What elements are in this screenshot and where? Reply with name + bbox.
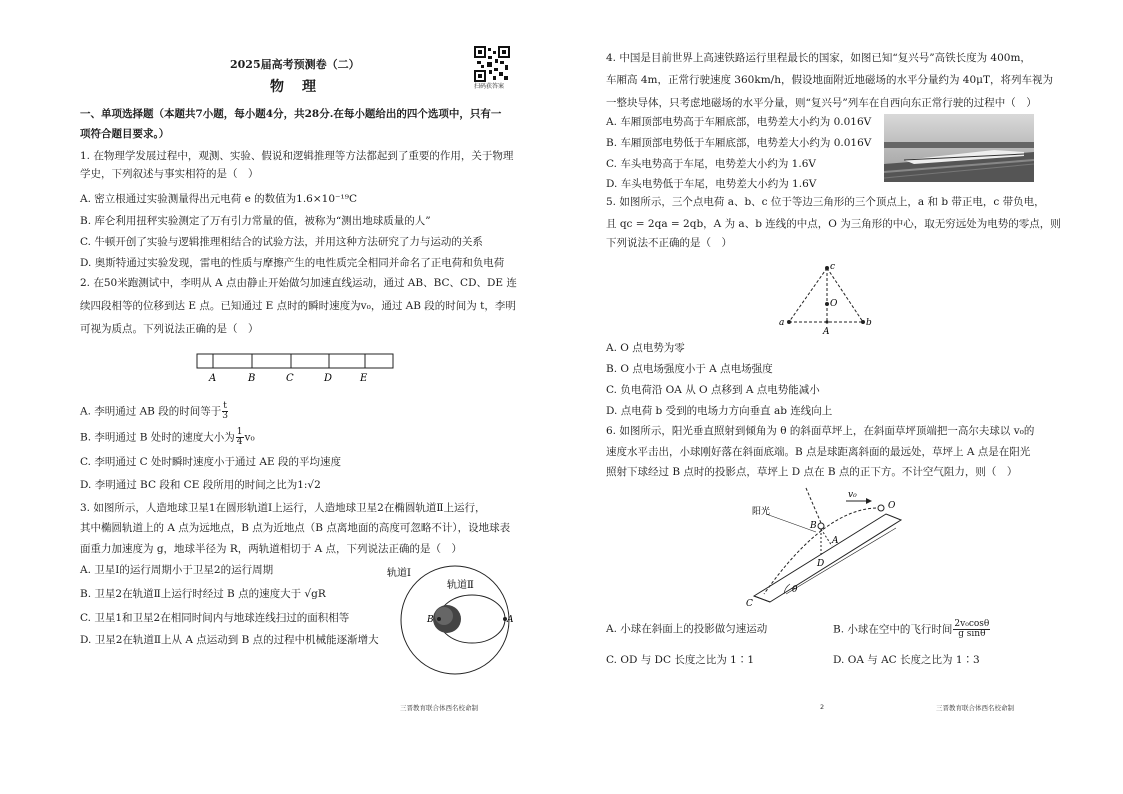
track-label-d: D [324, 373, 333, 384]
track-label-c: C [286, 373, 294, 384]
q4-option-c: C. 车头电势高于车尾，电势差大小约为 1.6V [606, 158, 816, 170]
footer-right: 三晋教育联合体西名校命制 [936, 704, 1014, 712]
q3-stem-1: 3. 如图所示，人造地球卫星1在圆形轨道Ⅰ上运行，人造地球卫星2在椭圆轨道Ⅱ上运行， [80, 502, 486, 514]
q3-option-a: A. 卫星Ⅰ的运行周期小于卫星2的运行周期 [80, 564, 274, 576]
right-page [561, 0, 1123, 794]
track-label-a: A [209, 373, 217, 384]
q1-option-b: B. 库仑利用扭秤实验测定了万有引力常量的值，被称为“测出地球质量的人” [80, 215, 431, 227]
q5-stem-2: 且 qc = 2qa = 2qb，A 为 a、b 连线的中点，O 为三角形的中心，取无穷远处为电势的零点，则 [606, 218, 1061, 230]
orbit-point-b: B [427, 615, 434, 625]
charge-label-a: a [779, 318, 785, 328]
track-label-b: B [248, 373, 256, 384]
q5-stem-3: 下列说法不正确的是（ ） [606, 237, 732, 249]
q6-stem-2: 速度水平击出，小球刚好落在斜面底端。B 点是球距离斜面的最远处，草坪上 A 点是在阳光 [606, 446, 1031, 458]
qr-caption: 扫码获答案 [474, 83, 505, 90]
triangle-charge-diagram [771, 260, 881, 340]
q5-stem-1: 5. 如图所示，三个点电荷 a、b、c 位于等边三角形的三个顶点上，a 和 b 带正电，c 带负电， [606, 196, 1045, 208]
q5-option-d: D. 点电荷 b 受到的电场力方向垂直 ab 连线向上 [606, 405, 833, 417]
q4-option-d: D. 车头电势低于车尾，电势差大小约为 1.6V [606, 178, 817, 190]
q1-stem-1: 1. 在物理学发展过程中，观测、实验、假说和逻辑推理等方法都起到了重要的作用，关于物理 [80, 150, 514, 162]
golf-label-d: D [817, 559, 825, 569]
q1-stem-2: 学史，下列叙述与事实相符的是（ ） [80, 168, 259, 180]
charge-label-o: O [830, 299, 838, 309]
q2-option-d: D. 李明通过 BC 段和 CE 段所用的时间之比为1:√2 [80, 479, 321, 491]
train-photo [884, 114, 1034, 182]
q4-stem-2: 车厢高 4m，正常行驶速度 360km/h，假设地面附近地磁场的水平分量约为 40μT，将列车视为 [606, 74, 1053, 86]
q1-option-a: A. 密立根通过实验测量得出元电荷 e 的数值为1.6×10⁻¹⁹C [80, 193, 357, 205]
qr-code-icon [474, 46, 510, 82]
track-label-e: E [360, 373, 368, 384]
q3-option-c: C. 卫星1和卫星2在相同时间内与地球连线扫过的面积相等 [80, 612, 350, 624]
q6-option-b: B. 小球在空中的飞行时间 $\frac{\text{2v₀cosθ}}{\text{g sinθ}}$ [833, 619, 990, 639]
q2-stem-1: 2. 在50米跑测试中，李明从 A 点由静止开始做匀加速直线运动，通过 AB、BC、CD、DE 连 [80, 277, 517, 289]
charge-label-c: c [830, 262, 836, 272]
golf-label-v0: v₀ [848, 490, 857, 500]
golf-label-theta: θ [792, 585, 798, 595]
page-number: 2 [820, 703, 825, 711]
golf-label-o: O [888, 501, 896, 511]
q4-stem-3: 一整块导体，只考虑地磁场的水平分量，则“复兴号”列车在自西向东正常行驶的过程中（ ） [606, 97, 1037, 109]
q6-option-c: C. OD 与 DC 长度之比为 1∶1 [606, 654, 755, 666]
q5-option-a: A. O 点电势为零 [606, 342, 685, 354]
q4-option-b: B. 车厢顶部电势低于车厢底部，电势差大小约为 0.016V [606, 137, 872, 149]
q2-stem-3: 可视为质点。下列说法正确的是（ ） [80, 323, 259, 335]
q6-option-d: D. OA 与 AC 长度之比为 1∶3 [833, 654, 980, 666]
charge-label-b: b [866, 318, 872, 328]
q1-option-d: D. 奥斯特通过实验发现，雷电的性质与摩擦产生的电性质完全相同并命名了正电荷和负电荷 [80, 257, 505, 269]
golf-slope-diagram [746, 484, 906, 609]
q3-stem-3: 面重力加速度为 g，地球半径为 R，两轨道相切于 A 点，下列说法正确的是（ ） [80, 543, 463, 555]
subject-title: 物 理 [270, 79, 318, 95]
q6-stem-3: 照射下球经过 B 点时的投影点，草坪上 D 点在 B 点的正下方。不计空气阻力，则（ ） [606, 466, 1018, 478]
footer-left: 三晋教育联合体西名校命制 [400, 704, 478, 712]
q4-option-a: A. 车厢顶部电势高于车厢底部，电势差大小约为 0.016V [606, 116, 872, 128]
q3-option-d: D. 卫星2在轨道Ⅱ上从 A 点运动到 B 点的过程中机械能逐渐增大 [80, 634, 379, 646]
q2-option-b: B. 李明通过 B 处时的速度大小为 $\frac{1}{4}$ v₀ [80, 427, 255, 447]
q2-stem-2: 续四段相等的位移到达 E 点。已知通过 E 点时的瞬时速度为v₀，通过 AB 段的时间为 t，李明 [80, 300, 516, 312]
golf-label-sunlight: 阳光 [752, 507, 771, 517]
golf-label-b: B [810, 521, 817, 531]
orbit2-label: 轨道Ⅱ [447, 580, 474, 591]
q6-stem-1: 6. 如图所示，阳光垂直照射到倾角为 θ 的斜面草坪上，在斜面草坪顶端把一高尔夫球以 v₀的 [606, 425, 1035, 437]
track-diagram [195, 348, 395, 388]
q2-option-c: C. 李明通过 C 处时瞬时速度小于通过 AE 段的平均速度 [80, 456, 341, 468]
q6-option-a: A. 小球在斜面上的投影做匀速运动 [606, 623, 768, 635]
golf-label-c: C [746, 599, 753, 609]
section-title-cont: 项符合题目要求。） [80, 128, 170, 140]
exam-title: 2025届高考预测卷（二） [230, 58, 360, 71]
section-title: 一、单项选择题（本题共7小题，每小题4分，共28分.在每小题给出的四个选项中，只有一 [80, 108, 502, 120]
orbit1-label: 轨道Ⅰ [387, 568, 411, 579]
q4-stem-1: 4. 中国是目前世界上高速铁路运行里程最长的国家，如图已知“复兴号”高铁长度为 400m， [606, 52, 1031, 64]
q3-option-b: B. 卫星2在轨道Ⅱ上运行时经过 B 点的速度大于 √gR [80, 588, 326, 600]
q2-option-a: A. 李明通过 AB 段的时间等于 $\frac{t}{3}$ [80, 401, 228, 421]
golf-label-a: A [832, 536, 839, 546]
charge-label-midpoint-a: A [823, 327, 830, 337]
q5-option-b: B. O 点电场强度小于 A 点电场强度 [606, 363, 773, 375]
orbit-diagram [385, 562, 525, 682]
q3-stem-2: 其中椭圆轨道上的 A 点为远地点，B 点为近地点（B 点离地面的高度可忽略不计），设地球表 [80, 522, 511, 534]
left-page [0, 0, 561, 794]
q5-option-c: C. 负电荷沿 OA 从 O 点移到 A 点电势能减小 [606, 384, 820, 396]
orbit-point-a: A [507, 615, 514, 625]
q1-option-c: C. 牛顿开创了实验与逻辑推理相结合的试验方法，并用这种方法研究了力与运动的关系 [80, 236, 483, 248]
